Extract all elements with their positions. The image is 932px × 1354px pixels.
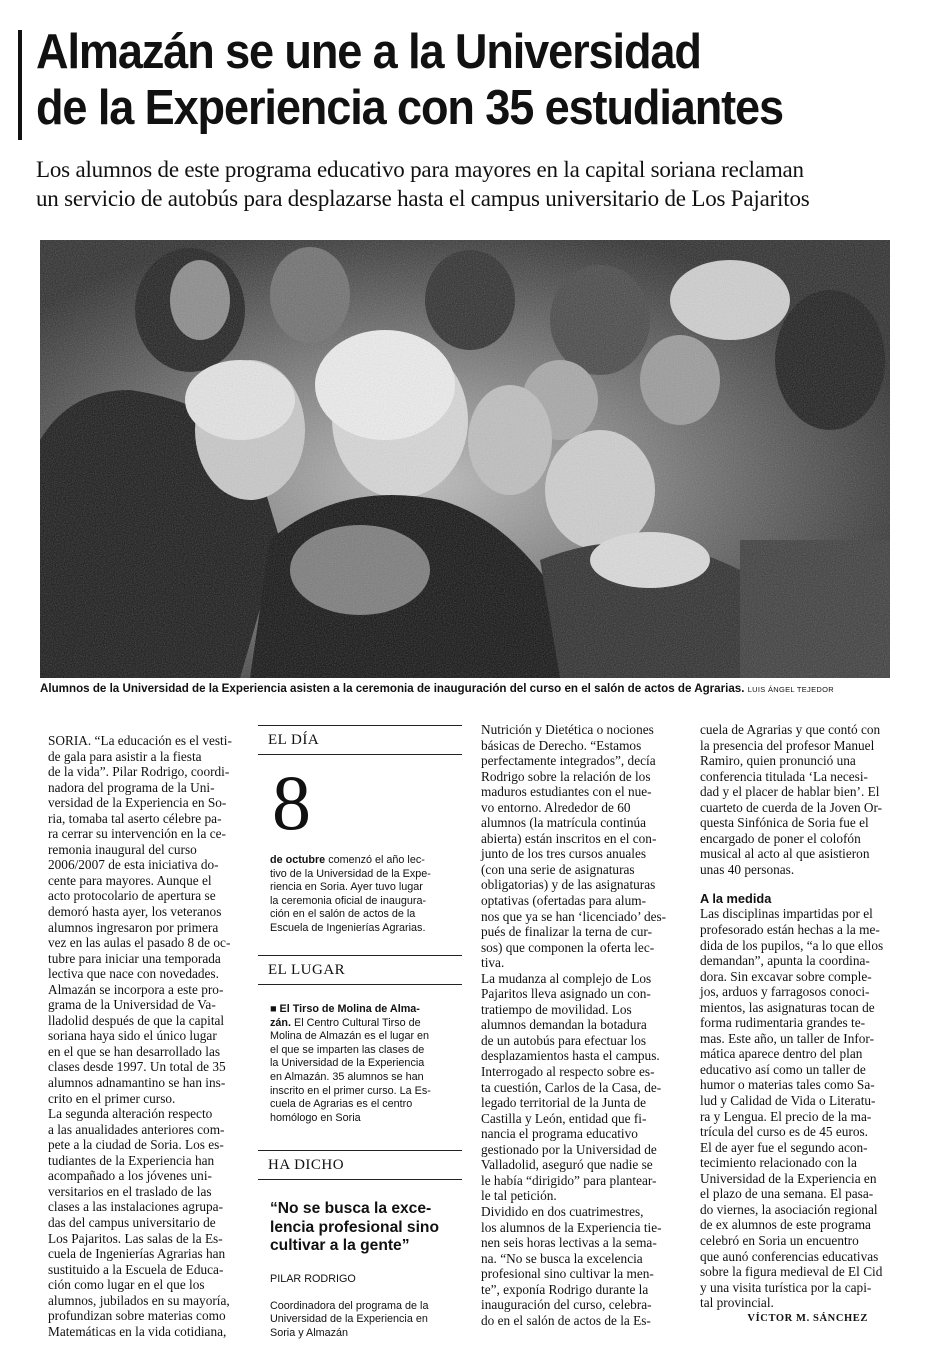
el-dia-number: 8 — [272, 759, 311, 846]
el-dia-label: EL DÍA — [268, 732, 320, 748]
sidebar-rule-1 — [258, 754, 462, 755]
byline: VÍCTOR M. SÁNCHEZ — [747, 1312, 868, 1324]
audience-photo-image — [40, 240, 890, 678]
subhead-line-1: Los alumnos de este programa educativo para mayores en la capital soriana reclaman — [36, 157, 804, 182]
ha-dicho-label: HA DICHO — [268, 1157, 345, 1173]
el-lugar-text — [270, 1003, 460, 1125]
section-heading-a-la-medida: A la medida — [700, 891, 772, 907]
ha-dicho-section — [258, 1150, 462, 1180]
article-column-4 — [700, 722, 908, 1324]
pull-quote: “No se busca la exce- lencia profesional sino cultivar a la gente” — [270, 1200, 439, 1254]
el-dia-date: de octubre — [270, 854, 326, 866]
el-lugar-place: ■ El Tirso de Molina de Alma- zán. — [270, 1003, 420, 1029]
el-lugar-section — [258, 955, 462, 985]
headline-line-2: de la Experiencia con 35 estudiantes — [36, 81, 783, 135]
sidebar-rule-5 — [258, 1179, 462, 1180]
article-column-3: Nutrición y Dietética o nociones básicas de Derecho. “Estamos perfectamente integrados”, decía Rodrigo sobre la relación de los maduros estudiantes con el nue- vo entorno. Alrededor de 60 alumnos (la matrícula continúa abierta) están inscritos en el con- junto de los tres cursos anuales (con una serie de asignaturas obligatorias) y de las asignaturas optativas (ofertadas para alum- nos que ya se han ‘licenciado’ des- pués de finalizar la terna de cur- sos) que componen la oferta lec- tiva. La mudanza al complejo de Los Pajaritos lleva asignado un con- tratiempo de movilidad. Los alumnos demandan la botadura de un autobús para efectuar los desplazamientos hasta el campus. Interrogado al respecto sobre es- ta cuestión, Carlos de la Casa, de- legado territorial de la Junta de Castilla y León, entidad que fi- nancia el programa educativo gestionado por la Universidad de Valladolid, aseguró que nadie se le había “dirigido” para plantear- le tal petición. Dividido en dos cuatrimestres, los alumnos de la Experiencia tie- nen seis horas lectivas a la sema- na. “No se busca la excelencia profesional sino cultivar la men- te”, exponía Rodrigo durante la inauguración del curso, celebra- do en el salón de actos de la Es- — [481, 722, 667, 1328]
headline-line-1: Almazán se une a la Universidad — [36, 25, 701, 79]
el-dia-body: comenzó el año lec- tivo de la Universidad de la Expe- riencia en Soria. Ayer tuvo lugar la ceremonia oficial de inaugura- ción en el salón de actos de la Escuela de Ingenierías Agrarias. — [270, 854, 431, 934]
quote-author: PILAR RODRIGO — [270, 1272, 356, 1285]
subheadline — [36, 155, 896, 213]
article-column-4-body: Las disciplinas impartidas por el profesorado están hechas a la me- dida de los pupilos, “a lo que ellos demandan”, apunta la coordina- dora. Sin excavar sobre comple- jos, arduos y farragosos conoci- mientos, las asignaturas tocan de forma rudimentaria grandes te- mas. Este año, un taller de Infor- mática aparece dentro del plan educativo así como un taller de humor o materias tales como Sa- lud y Calidad de Vida o Literatu- ra y Lengua. El precio de la ma- trícula del curso es de 45 euros. El de ayer fue el segundo acon- tecimiento relacionado con la Universidad de la Experiencia en el plazo de una semana. El pasa- do viernes, la asociación regional de ex alumnos de este programa celebró en Soria un encuentro que aunó conferencias educativas sobre la figura medieval de El Cid y una visita turística por la capi- tal provincial. — [700, 906, 884, 1311]
headline — [36, 24, 846, 136]
headline-rule — [18, 30, 22, 140]
sidebar-rule-3 — [258, 984, 462, 985]
el-dia-text — [270, 854, 460, 936]
el-lugar-body: El Centro Cultural Tirso de Molina de Almazán es el lugar en el que se imparten las clases de la Universidad de la Experiencia en Almazán. 35 alumnos se han inscrito en el primer curso. La Es- cuela de Agrarias es el centro homólogo en Soria — [270, 1016, 431, 1124]
audience-photo — [40, 240, 890, 678]
info-sidebar — [258, 725, 462, 755]
article-column-1: SORIA. “La educación es el vesti- de gala para asistir a la fiesta de la vida”. Pilar Rodrigo, coordi- nadora del programa de la Uni- versidad de la Experiencia en So- ria, tomaba tal aserto célebre pa- ra cerrar su intervención en la ce- remonia inaugural del curso 2006/2007 de esta iniciativa do- cente para mayores. Aunque el acto protocolario de apertura se demoró hasta ayer, los veteranos alumnos ingresaron por primera vez en las aulas el pasado 8 de oc- tubre para iniciar una temporada lectiva que nace con novedades. Almazán se incorpora a este pro- grama de la Universidad de Va- lladolid después de que la capital soriana haya sido el único lugar en el que se han desarrollado las clases desde 1997. Un total de 35 alumnos adnamantino se han ins- crito en el primer curso. La segunda alteración respecto a las anualidades anteriores com- pete a la ciudad de Soria. Los es- tudiantes de la Experiencia han acompañado a los jóvenes uni- versitarios en el traslado de las clases a las instalaciones agrupa- das del campus universitario de Los Pajaritos. Las salas de la Es- cuela de Ingenierías Agrarias han sustituido a la Escuela de Educa- ción como lugar en el que los alumnos, jubilados en su mayoría, profundizan sobre materias como Matemáticas en la vida cotidiana, — [48, 733, 232, 1339]
quote-attribution — [270, 1259, 460, 1354]
caption-text: Alumnos de la Universidad de la Experiencia asisten a la ceremonia de inauguración del curso en el salón de actos de Agrarias. — [40, 682, 745, 695]
subhead-line-2: un servicio de autobús para desplazarse hasta el campus universitario de Los Pajaritos — [36, 186, 810, 211]
el-lugar-label: EL LUGAR — [268, 962, 346, 978]
quote-role: Coordinadora del programa de la Universidad de la Experiencia en Soria y Almazán — [270, 1299, 429, 1339]
photo-credit: LUIS ÁNGEL TEJEDOR — [747, 685, 834, 694]
photo-caption — [40, 682, 900, 695]
article-column-4-top: cuela de Agrarias y que contó con la presencia del profesor Manuel Ramiro, quien pronunció una conferencia titulada ‘La necesi- dad y el placer de hablar bien’. El cuarteto de cuerda de la Joven Or- questa Sinfónica de Soria fue el encargado de poner el colofón musical al acto al que asistieron unas 40 personas. — [700, 722, 883, 877]
